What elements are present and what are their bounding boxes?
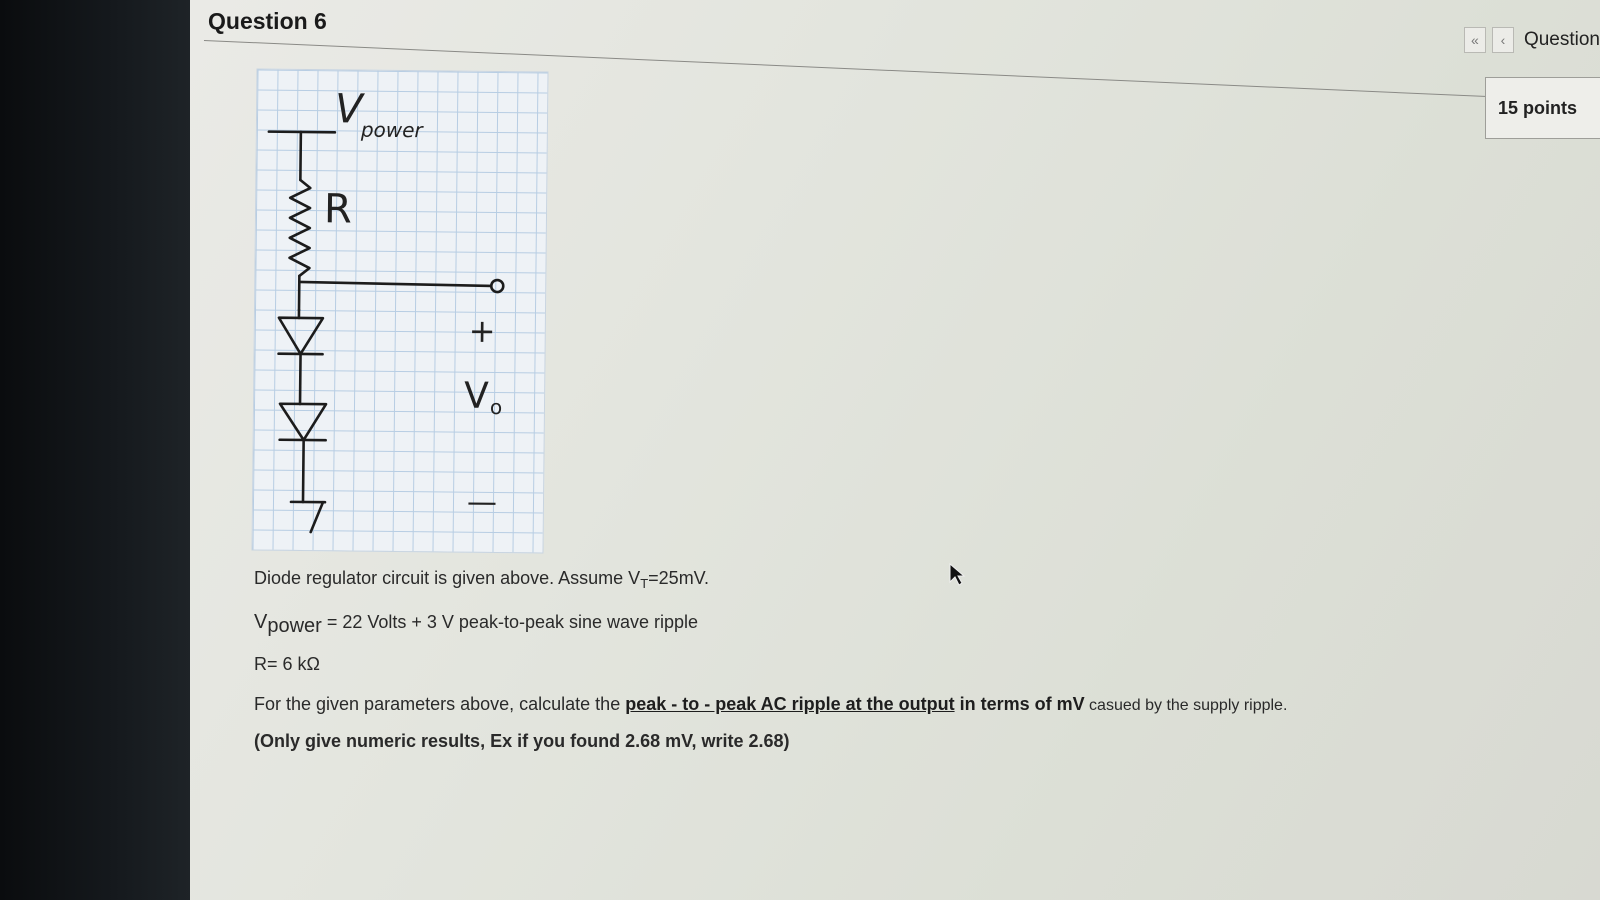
rail-to-resistor-wire xyxy=(300,132,301,180)
output-wire xyxy=(299,282,491,286)
plus-label: + xyxy=(468,311,496,351)
resistor-symbol xyxy=(289,180,310,276)
resistor-label: R xyxy=(323,186,353,233)
circuit-diagram xyxy=(251,68,548,553)
circuit-drawing xyxy=(252,69,547,552)
vpower-label: V xyxy=(334,86,363,133)
vo-label: V xyxy=(463,375,489,417)
diode-1-symbol xyxy=(279,318,323,354)
question-line-4: For the given parameters above, calculate the peak - to - peak AC ripple at the output in terms of mV casued by the supply ripple. xyxy=(254,694,1288,714)
vo-subscript: o xyxy=(489,394,503,420)
mouse-cursor-icon xyxy=(948,562,966,586)
question-nav-label[interactable]: Question xyxy=(1523,29,1600,50)
points-value: 15 points xyxy=(1498,97,1578,118)
question-line-3: R= 6 kΩ xyxy=(254,654,320,674)
question-nav xyxy=(1464,26,1600,54)
points-box xyxy=(1485,77,1600,139)
question-line-5: (Only give numeric results, Ex if you found 2.68 mV, write 2.68) xyxy=(254,731,790,751)
first-question-icon[interactable]: « xyxy=(1464,27,1486,53)
question-line-2: Vpower = 22 Volts + 3 V peak-to-peak sine wave ripple xyxy=(254,611,699,637)
question-page xyxy=(190,0,1600,900)
previous-question-icon[interactable]: ‹ xyxy=(1492,27,1514,53)
highlighted-instruction: peak - to - peak AC ripple at the output xyxy=(625,694,955,714)
diode-2-symbol xyxy=(280,404,326,440)
question-title: Question 6 xyxy=(208,8,327,34)
vpower-subscript: power xyxy=(360,117,423,143)
monitor-bezel xyxy=(0,0,190,900)
minus-label: — xyxy=(466,484,498,521)
question-line-1: Diode regulator circuit is given above. Assume $V_T=25mV$. xyxy=(254,568,710,591)
output-terminal xyxy=(491,280,503,292)
